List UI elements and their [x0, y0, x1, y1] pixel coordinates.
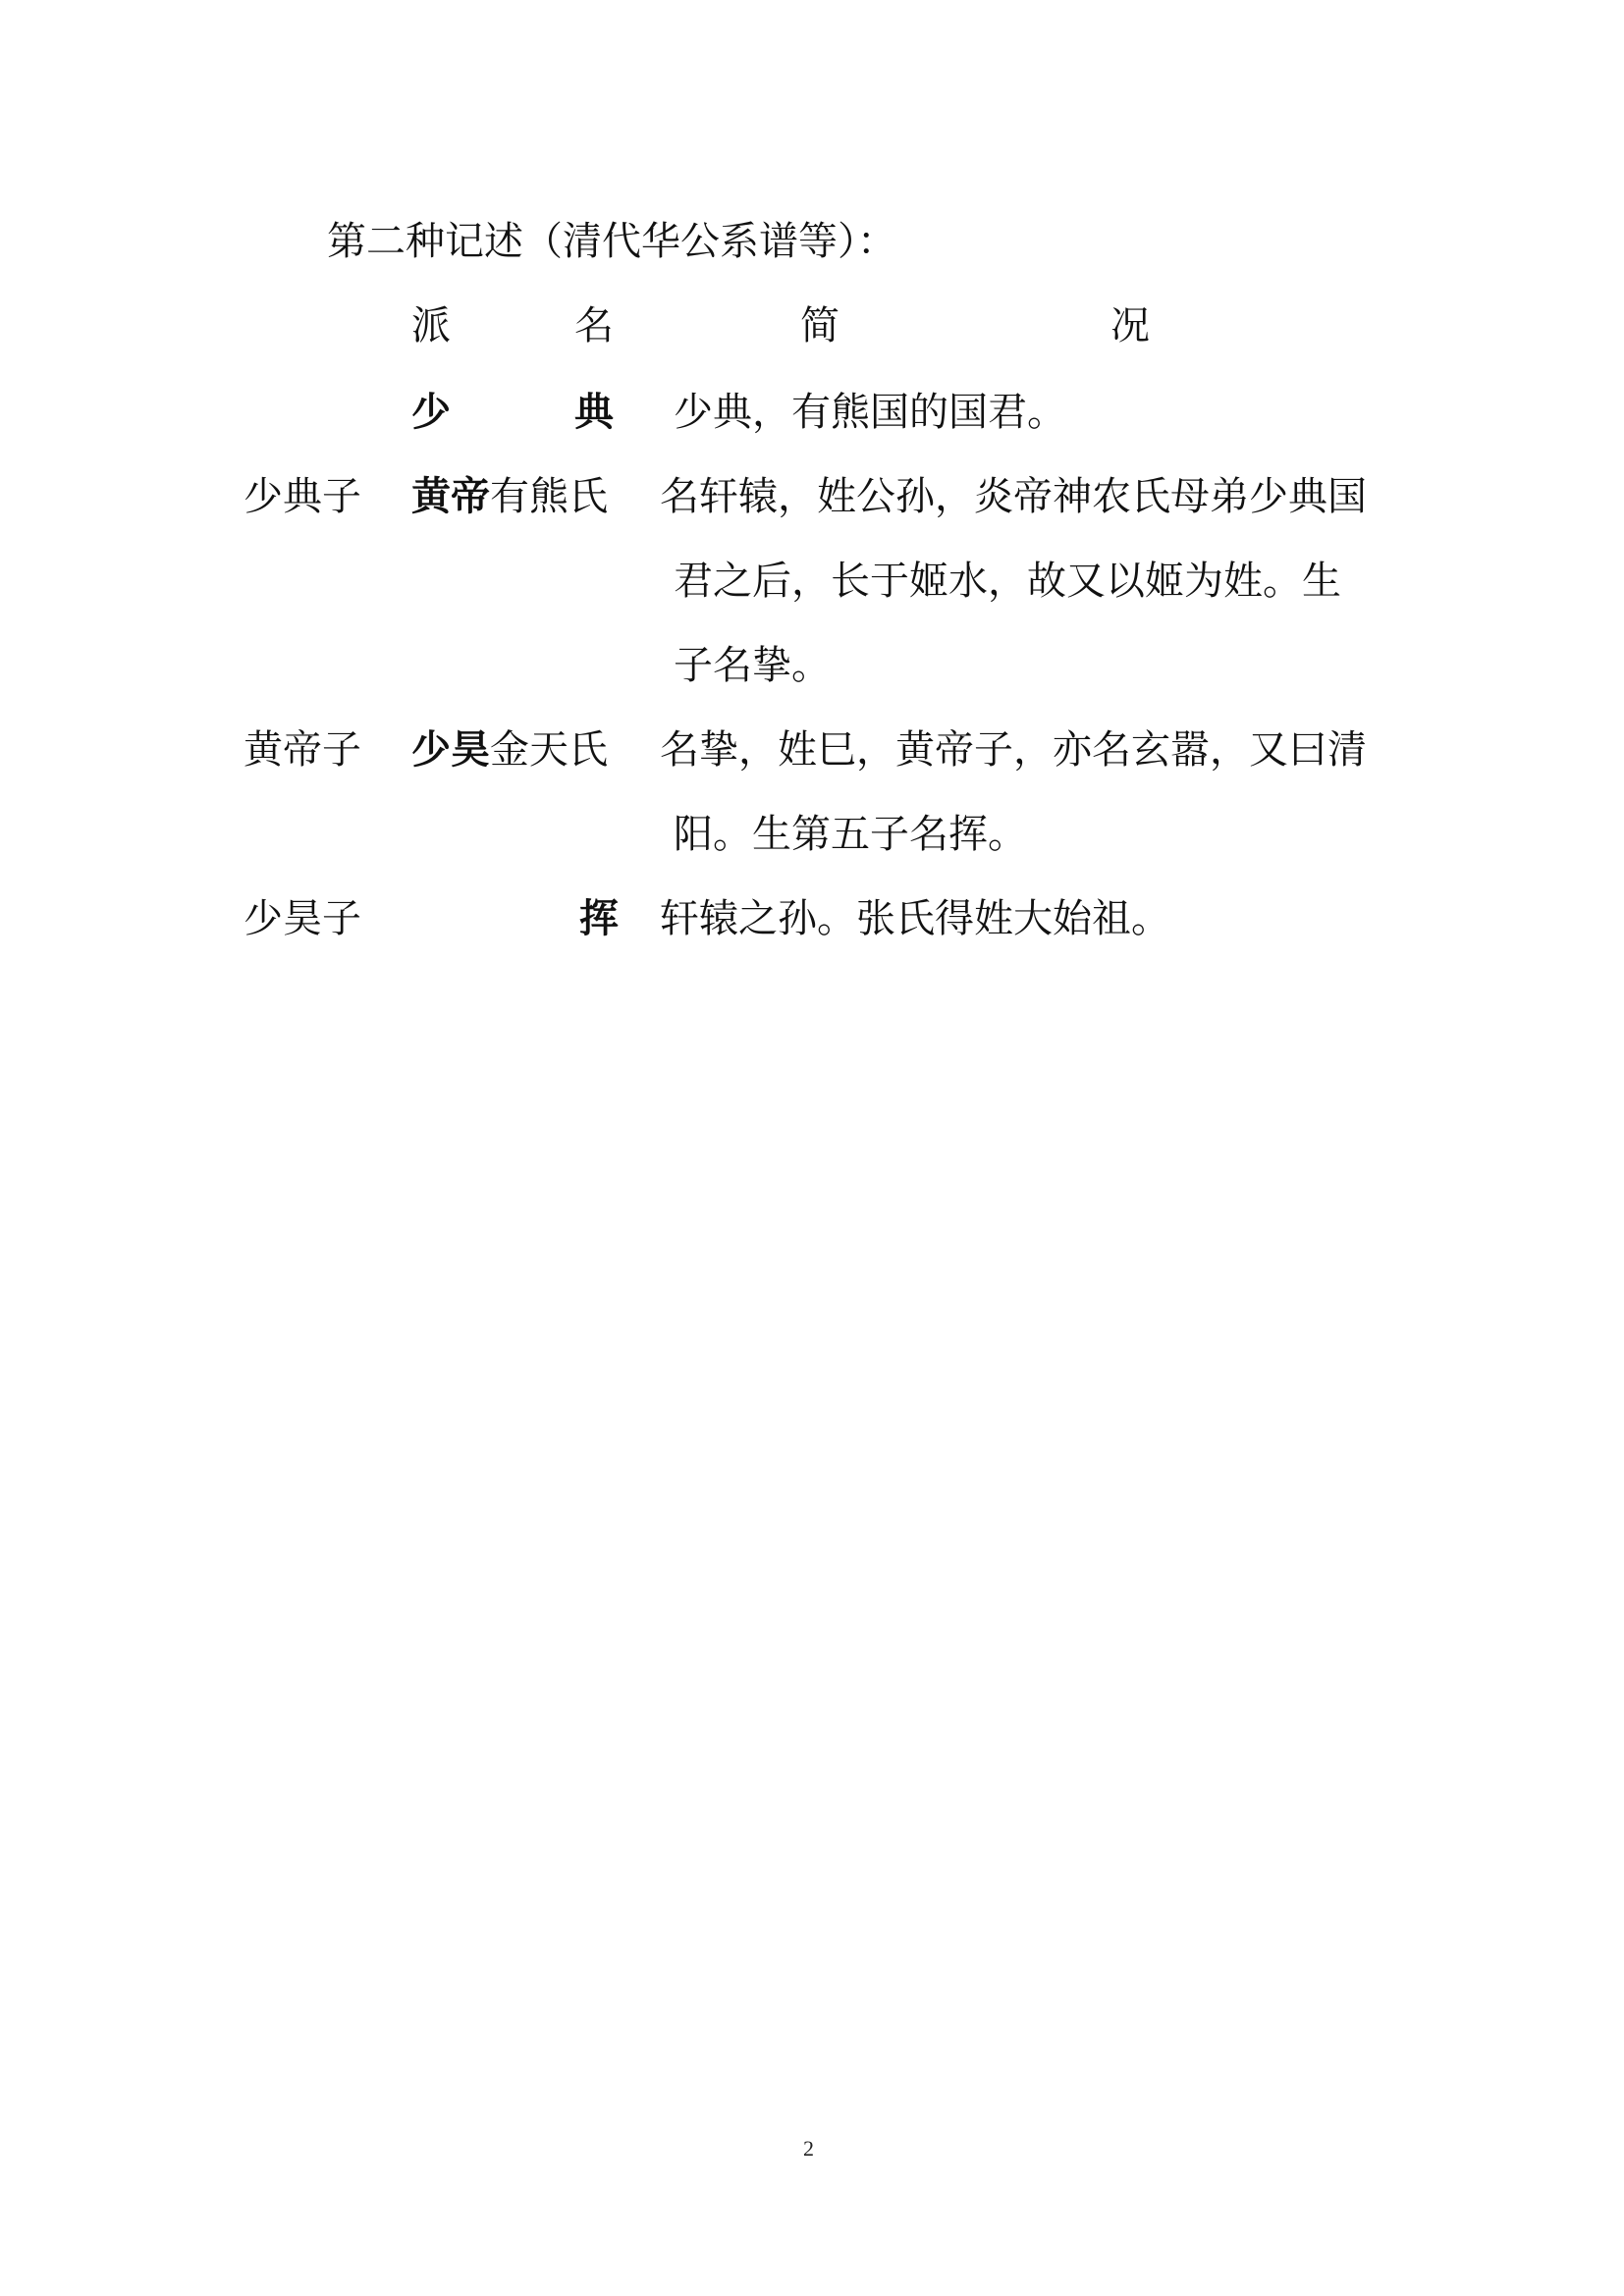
row-2-name-rest: 有熊氏: [490, 474, 608, 519]
row-2-name-bold: 黄帝: [411, 474, 490, 519]
row-3-name-rest: 金天氏: [490, 727, 608, 773]
row-2-desc-line-3: 子名挚。: [674, 643, 831, 688]
row-3-desc-line-2: 阳。生第五子名挥。: [674, 812, 1027, 857]
row-2-relation: 少典子: [244, 474, 361, 519]
row-1-name-char-1: 少: [411, 390, 451, 435]
row-3-desc-line-1: 名挚，姓巳，黄帝子，亦名玄嚣，又曰清: [660, 727, 1367, 773]
row-2-name: [411, 473, 608, 520]
row-1-desc-line-1: 少典，有熊国的国君。: [674, 390, 1066, 435]
row-2-desc-line-2: 君之后，长于姬水，故又以姬为姓。生: [674, 559, 1341, 604]
header-col-4: 况: [1110, 303, 1150, 348]
page-number: 2: [803, 2136, 814, 2161]
row-2-desc-line-1: 名轩辕，姓公孙，炎帝神农氏母弟少典国: [660, 474, 1367, 519]
row-4-desc-line-1: 轩辕之孙。张氏得姓大始祖。: [660, 896, 1170, 941]
row-3-name: [411, 726, 608, 774]
row-4-relation: 少昊子: [244, 896, 361, 941]
header-col-1: 派: [411, 303, 451, 348]
row-4-name-bold: 挥: [579, 896, 619, 941]
row-3-relation: 黄帝子: [244, 727, 361, 773]
header-col-3: 简: [800, 303, 839, 348]
row-1-name-char-2: 典: [574, 390, 614, 435]
intro-line: 第二种记述（清代华公系谱等）：: [327, 219, 896, 264]
row-3-name-bold: 少昊: [411, 727, 490, 773]
header-col-2: 名: [574, 303, 614, 348]
